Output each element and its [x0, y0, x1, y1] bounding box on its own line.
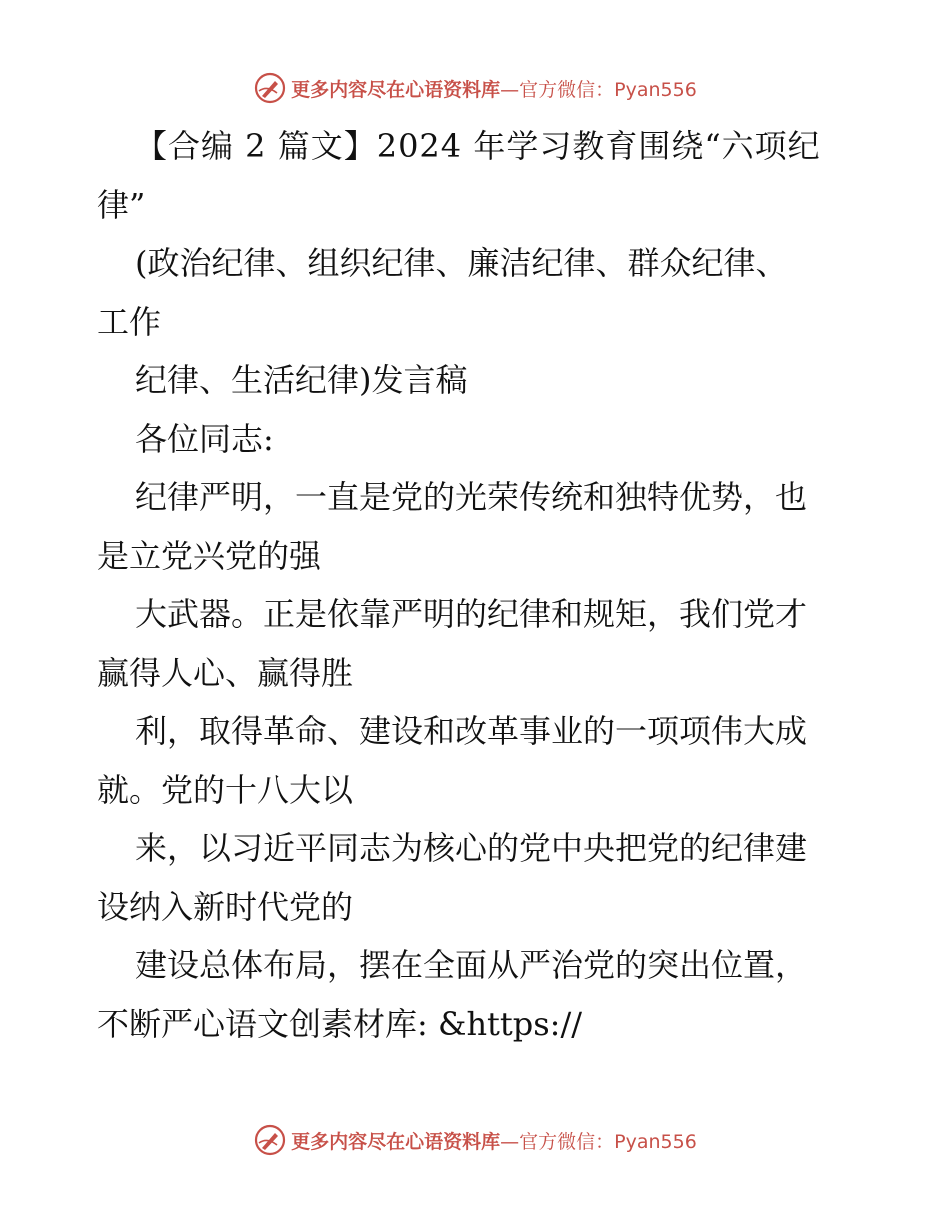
paragraph-line-1: 纪律严明，一直是党的光荣传统和独特优势，也	[135, 478, 808, 516]
paragraph-line-6: 就。党的十八大以	[97, 770, 354, 809]
header-brand-text: 更多内容尽在心语资料库	[291, 78, 501, 101]
paragraph-line-4: 赢得人心、赢得胜	[97, 653, 354, 692]
header-banner	[0, 68, 950, 108]
title-line-3: (政治纪律、组织纪律、廉洁纪律、群众纪律、	[135, 244, 788, 282]
title-line-4: 工作	[97, 302, 162, 341]
footer-wechat-text: —官方微信：Pyan556	[500, 1130, 697, 1153]
header-wechat-text: —官方微信：Pyan556	[500, 78, 697, 101]
title-line-2: 律”	[97, 185, 146, 224]
paragraph-line-2: 是立党兴党的强	[97, 536, 322, 575]
paragraph-line-3: 大武器。正是依靠严明的纪律和规矩，我们党才	[135, 595, 808, 633]
footer-brand-text: 更多内容尽在心语资料库	[291, 1130, 501, 1153]
salutation: 各位同志:	[135, 419, 274, 458]
paragraph-line-5: 利，取得革命、建设和改革事业的一项项伟大成	[135, 712, 808, 750]
pen-logo-icon	[253, 1123, 287, 1157]
pen-logo-icon	[253, 71, 287, 105]
paragraph-line-9: 建设总体布局，摆在全面从严治党的突出位置，	[135, 946, 808, 984]
paragraph-line-8: 设纳入新时代党的	[97, 887, 354, 926]
footer-banner	[0, 1120, 950, 1160]
paragraph-line-10: 不断严心语文创素材库: &https://	[97, 1004, 583, 1043]
title-line-5: 纪律、生活纪律)发言稿	[135, 361, 468, 399]
title-line-1: 【合编 2 篇文】2024 年学习教育围绕“六项纪	[135, 127, 821, 165]
document-body	[97, 117, 857, 1053]
paragraph-line-7: 来，以习近平同志为核心的党中央把党的纪律建	[135, 829, 808, 867]
